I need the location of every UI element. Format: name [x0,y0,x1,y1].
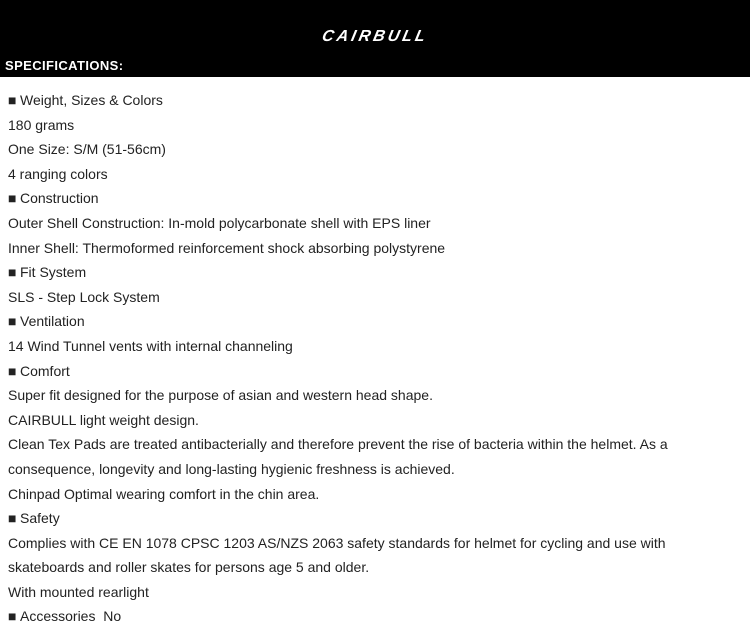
heading-weight: ■ Weight, Sizes & Colors [8,88,743,113]
square-bullet-icon: ■ [8,313,17,330]
square-bullet-icon: ■ [8,264,17,281]
spec-size: One Size: S/M (51-56cm) [8,141,166,158]
spec-comfort-fit: Super fit designed for the purpose of asian and western head shape. [8,387,433,404]
spec-comfort-pads: Clean Tex Pads are treated antibacterially and therefore prevent the rise of bacteria within the helmet. As a consequence, longevity and long-lasting hygienic freshness is achieved. [8,436,668,477]
square-bullet-icon: ■ [8,362,17,379]
spec-colors: 4 ranging colors [8,165,108,182]
square-bullet-icon: ■ [8,608,17,625]
spec-fit: SLS - Step Lock System [8,288,160,305]
specifications-list [8,88,743,629]
section-title: SPECIFICATIONS: [5,58,124,73]
heading-construction: ■ Construction [8,186,743,211]
spec-outer-shell: Outer Shell Construction: In-mold polycarbonate shell with EPS liner [8,214,431,231]
spec-safety-rearlight: With mounted rearlight [8,583,149,600]
spec-comfort-weight: CAIRBULL light weight design. [8,411,199,428]
brand-logo: CAIRBULL [320,28,430,45]
header-banner [0,0,750,77]
square-bullet-icon: ■ [8,92,17,108]
spec-inner-shell: Inner Shell: Thermoformed reinforcement shock absorbing polystyrene [8,239,446,256]
spec-safety-standards: Complies with CE EN 1078 CPSC 1203 AS/NZS 2063 safety standards for helmet for cycling and use with skateboards and roller skates for persons age 5 and older. [8,534,666,576]
heading-ventilation: ■ Ventilation [8,309,743,334]
heading-safety: ■ Safety [8,506,743,531]
heading-comfort: ■ Comfort [8,359,743,384]
spec-weight: 180 grams [8,116,75,133]
heading-accessories: ■ Accessories No [8,604,743,629]
spec-ventilation: 14 Wind Tunnel vents with internal channeling [8,337,293,354]
square-bullet-icon: ■ [8,510,17,527]
heading-fit-system: ■ Fit System [8,260,743,285]
spec-comfort-chinpad: Chinpad Optimal wearing comfort in the chin area. [8,485,320,502]
square-bullet-icon: ■ [8,190,17,207]
